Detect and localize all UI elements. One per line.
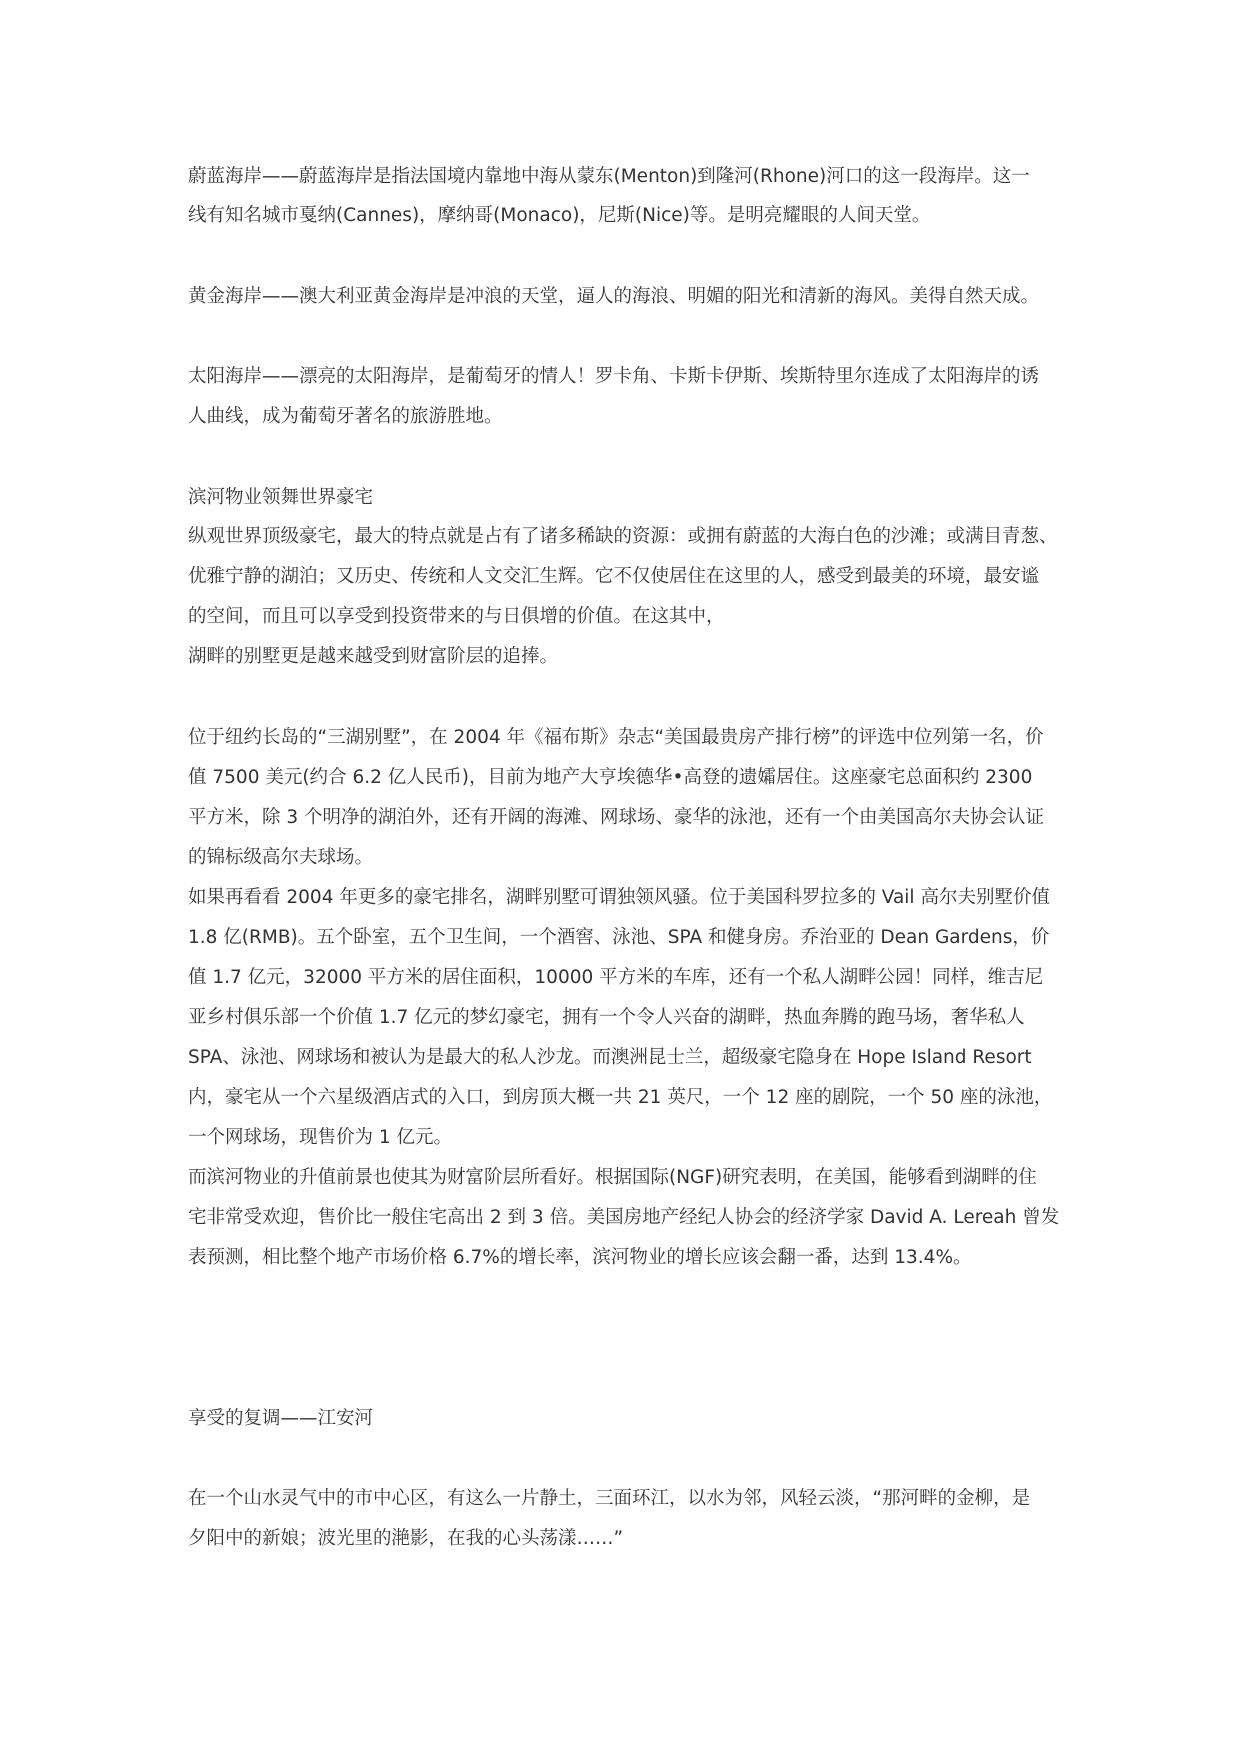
paragraph-3-line-1: 太阳海岸——漂亮的太阳海岸，是葡萄牙的情人！罗卡角、卡斯卡伊斯、埃斯特里尔连成了太阳海岸的诱 xyxy=(188,366,1040,387)
paragraph-4-line-4: 的锦标级高尔夫球场。 xyxy=(188,847,374,868)
paragraph-2-line-1: 黄金海岸——澳大利亚黄金海岸是冲浪的天堂，逼人的海浪、明媚的阳光和清新的海风。美得自然天成。 xyxy=(188,286,1040,307)
section-1-line-3: 的空间，而且可以享受到投资带来的与日俱增的价值。在这其中， xyxy=(188,606,725,627)
section-1-line-2: 优雅宁静的湖泊；又历史、传统和人文交汇生辉。它不仅使居住在这里的人，感受到最美的环境，最安谧 xyxy=(188,566,1040,587)
paragraph-5-line-4: 亚乡村俱乐部一个价值 1.7 亿元的梦幻豪宅，拥有一个令人兴奋的湖畔，热血奔腾的跑马场，奢华私人 xyxy=(188,1007,1025,1028)
section-2-heading: 享受的复调——江安河 xyxy=(188,1408,374,1429)
paragraph-5-line-7: 一个网球场，现售价为 1 亿元。 xyxy=(188,1127,453,1148)
paragraph-6-line-2: 宅非常受欢迎，售价比一般住宅高出 2 到 3 倍。美国房地产经纪人协会的经济学家 David A. Lereah 曾发 xyxy=(188,1207,1060,1228)
paragraph-6-line-1: 而滨河物业的升值前景也使其为财富阶层所看好。根据国际(NGF)研究表明，在美国，能够看到湖畔的住 xyxy=(188,1167,1037,1188)
paragraph-5-line-6: 内，豪宅从一个六星级酒店式的入口，到房顶大概一共 21 英尺，一个 12 座的剧院，一个 50 座的泳池， xyxy=(188,1087,1053,1108)
section-heading: 滨河物业领舞世界豪宅 xyxy=(188,487,374,508)
paragraph-5-line-2: 1.8 亿(RMB)。五个卧室，五个卫生间，一个酒窖、泳池、SPA 和健身房。乔治亚的 Dean Gardens，价 xyxy=(188,927,1050,948)
section-1-line-4: 湖畔的别墅更是越来越受到财富阶层的追捧。 xyxy=(188,646,559,667)
paragraph-3-line-2: 人曲线，成为葡萄牙著名的旅游胜地。 xyxy=(188,406,503,427)
paragraph-7-line-1: 在一个山水灵气中的市中心区，有这么一片静土，三面环江，以水为邻，风轻云淡，“那河畔的金柳，是 xyxy=(188,1488,1031,1509)
paragraph-4-line-1: 位于纽约长岛的“三湖别墅”，在 2004 年《福布斯》杂志“美国最贵房产排行榜”的评选中位列第一名，价 xyxy=(188,727,1044,748)
paragraph-4-line-3: 平方米，除 3 个明净的湖泊外，还有开阔的海滩、网球场、豪华的泳池，还有一个由美国高尔夫协会认证 xyxy=(188,807,1045,828)
paragraph-5-line-3: 值 1.7 亿元，32000 平方米的居住面积，10000 平方米的车库，还有一个私人湖畔公园！同样，维吉尼 xyxy=(188,967,1044,988)
paragraph-5-line-5: SPA、泳池、网球场和被认为是最大的私人沙龙。而澳洲昆士兰，超级豪宅隐身在 Hope Island Resort xyxy=(188,1047,1032,1068)
paragraph-1-line-2: 线有知名城市戛纳(Cannes)，摩纳哥(Monaco)，尼斯(Nice)等。是明亮耀眼的人间天堂。 xyxy=(188,205,931,226)
section-1-line-1: 纵观世界顶级豪宅，最大的特点就是占有了诸多稀缺的资源：或拥有蔚蓝的大海白色的沙滩；或满目青葱、 xyxy=(188,526,1058,547)
paragraph-5-line-1: 如果再看看 2004 年更多的豪宅排名，湖畔别墅可谓独领风骚。位于美国科罗拉多的 Vail 高尔夫别墅价值 xyxy=(188,887,1050,908)
paragraph-1-line-1: 蔚蓝海岸——蔚蓝海岸是指法国境内靠地中海从蒙东(Menton)到隆河(Rhone)河口的这一段海岸。这一 xyxy=(188,166,1030,187)
paragraph-6-line-3: 表预测，相比整个地产市场价格 6.7%的增长率，滨河物业的增长应该会翻一番，达到 13.4%。 xyxy=(188,1247,972,1268)
paragraph-7-line-2: 夕阳中的新娘；波光里的滟影，在我的心头荡漾……” xyxy=(188,1528,624,1549)
paragraph-4-line-2: 值 7500 美元(约合 6.2 亿人民币)，目前为地产大亨埃德华•高登的遗孀居住。这座豪宅总面积约 2300 xyxy=(188,767,1033,788)
